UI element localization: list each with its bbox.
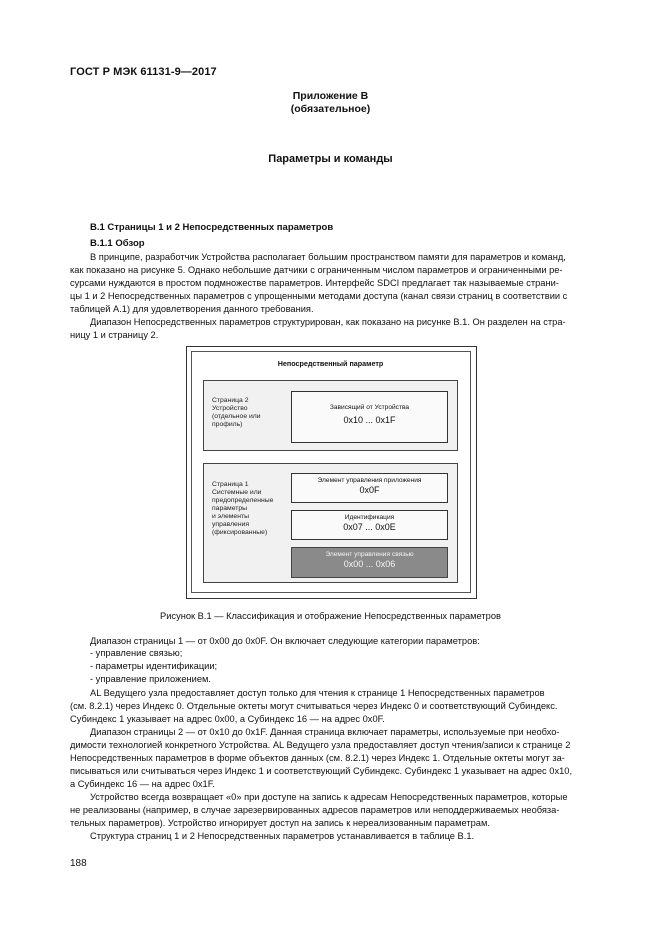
app-control-label: Элемент управления приложения [317,477,422,484]
paragraph-line: В принципе, разработчик Устройства располагает большим пространством памяти для параметров и команд, [90,252,566,262]
document-header: ГОСТ Р МЭК 61131-9—2017 [70,66,217,78]
paragraph-2 [70,316,600,342]
paragraph-line: Субиндекс 1 указывает на адрес 0x00, а Субиндекс 16 — на адрес 0x0F. [70,714,385,724]
section-title: Параметры и команды [268,153,393,165]
paragraph-line: как показано на рисунке 5. Однако небольшие датчики с ограниченным числом параметров и ограниченными ре- [70,265,563,275]
page1-label-line: параметры [212,505,248,512]
paragraph-line: Диапазон Непосредственных параметров структурирован, как показано на рисунке В.1. Он разделен на стра- [90,317,566,327]
paragraph-line: писываться или считываться через Индекс 1 и соответствующий Субиндекс. Субиндекс 1 указывает на адрес 0x10, [70,766,573,776]
list-item: - управление приложением. [90,674,211,684]
page1-label-line: (фиксированные) [212,529,268,536]
paragraph-line: Диапазон страницы 1 — от 0x00 до 0x0F. Он включает следующие категории параметров: [90,636,480,646]
paragraph-7 [70,830,600,843]
page2-label-line: (отдельное или [212,413,261,420]
paragraph-line: таблицей А.1) для удовлетворения данного требования. [70,304,314,314]
figure-title: Непосредственный параметр [277,359,384,368]
page1-label-line: и элементы [212,513,249,520]
page2-label-line: профиль) [212,421,243,428]
paragraph-line: Структура страниц 1 и 2 Непосредственных параметров устанавливается в таблице В.1. [90,831,475,841]
app-control-range: 0x0F [359,485,380,495]
page1-label-line: предопределенные [212,497,274,504]
comm-control-range: 0x00 ... 0x06 [343,559,396,569]
paragraph-3 [70,635,600,648]
list-item: - управление связью; [90,648,183,658]
page1-label-line: Системные или [212,489,262,496]
paragraph-line: димости технологией конкретного Устройства. AL Ведущего узла предоставляет доступ чтения/записи к странице 2 [70,740,571,750]
app-control-box [291,473,448,503]
comm-control-label: Элемент управления связью [325,551,414,558]
paragraph-line: тельных параметров). Устройство игнорирует доступ на запись к нереализованным параметрам. [70,818,490,828]
paragraph-line: а Субиндекс 16 — на адрес 0x1F. [70,779,215,789]
heading-b1: В.1 Страницы 1 и 2 Непосредственных параметров [90,222,334,233]
paragraph-line: Непосредственных параметров в форме объектов данных (см. 8.2.1) через Индекс 1. Отдельные октеты могут за- [70,753,565,763]
page1-label-line: управления [212,521,250,528]
paragraph-line: AL Ведущего узла предоставляет доступ только для чтения к странице 1 Непосредственных параметров [90,688,545,698]
paragraph-6 [70,791,600,830]
paragraph-4 [70,687,600,726]
comm-control-box [291,547,448,578]
paragraph-line: сурсами нуждаются в простом подмножестве параметров. Интерфейс SDCI предлагает так называемые страни- [70,278,559,288]
paragraph-1 [70,251,600,316]
device-specific-range: 0x10 ... 0x1F [343,415,396,425]
page2-label-line: Страница 2 [212,397,249,404]
annex-status: (обязательное) [290,103,371,115]
list-item: - параметры идентификации; [90,661,218,671]
paragraph-line: цы 1 и 2 Непосредственных параметров с упрощенными методами доступа (канал связи страниц в соответствии с [70,291,568,301]
device-specific-label: Зависящий от Устройства [329,404,410,411]
paragraph-line: (см. 8.2.1) через Индекс 0. Отдельные октеты могут считываться через Индекс 0 и соответствующий Субиндекс. [70,701,558,711]
heading-b11: В.1.1 Обзор [90,238,145,249]
paragraph-5 [70,726,600,791]
page-number: 188 [70,858,87,869]
device-specific-box [291,391,448,443]
identification-box [291,510,448,540]
page1-label-line: Страница 1 [212,481,249,488]
page2-label-line: Устройство [212,405,248,412]
identification-label: Идентификация [344,514,395,521]
identification-range: 0x07 ... 0x0E [343,522,396,532]
page2-label [212,397,261,429]
paragraph-line: не реализованы (например, в случае зарезервированных адресов параметров или неподдерживаемых необяза- [70,805,560,815]
paragraph-line: ницу 1 и страницу 2. [70,330,159,340]
paragraph-line: Устройство всегда возвращает «0» при доступе на запись к адресам Непосредственных параметров, которые [90,792,568,802]
figure-caption: Рисунок В.1 — Классификация и отображение Непосредственных параметров [160,611,501,621]
page1-label [212,481,273,537]
paragraph-line: Диапазон страницы 2 — от 0x10 до 0x1F. Данная страница включает параметры, используемые при необхо- [90,727,560,737]
annex-title: Приложение В [292,90,369,102]
